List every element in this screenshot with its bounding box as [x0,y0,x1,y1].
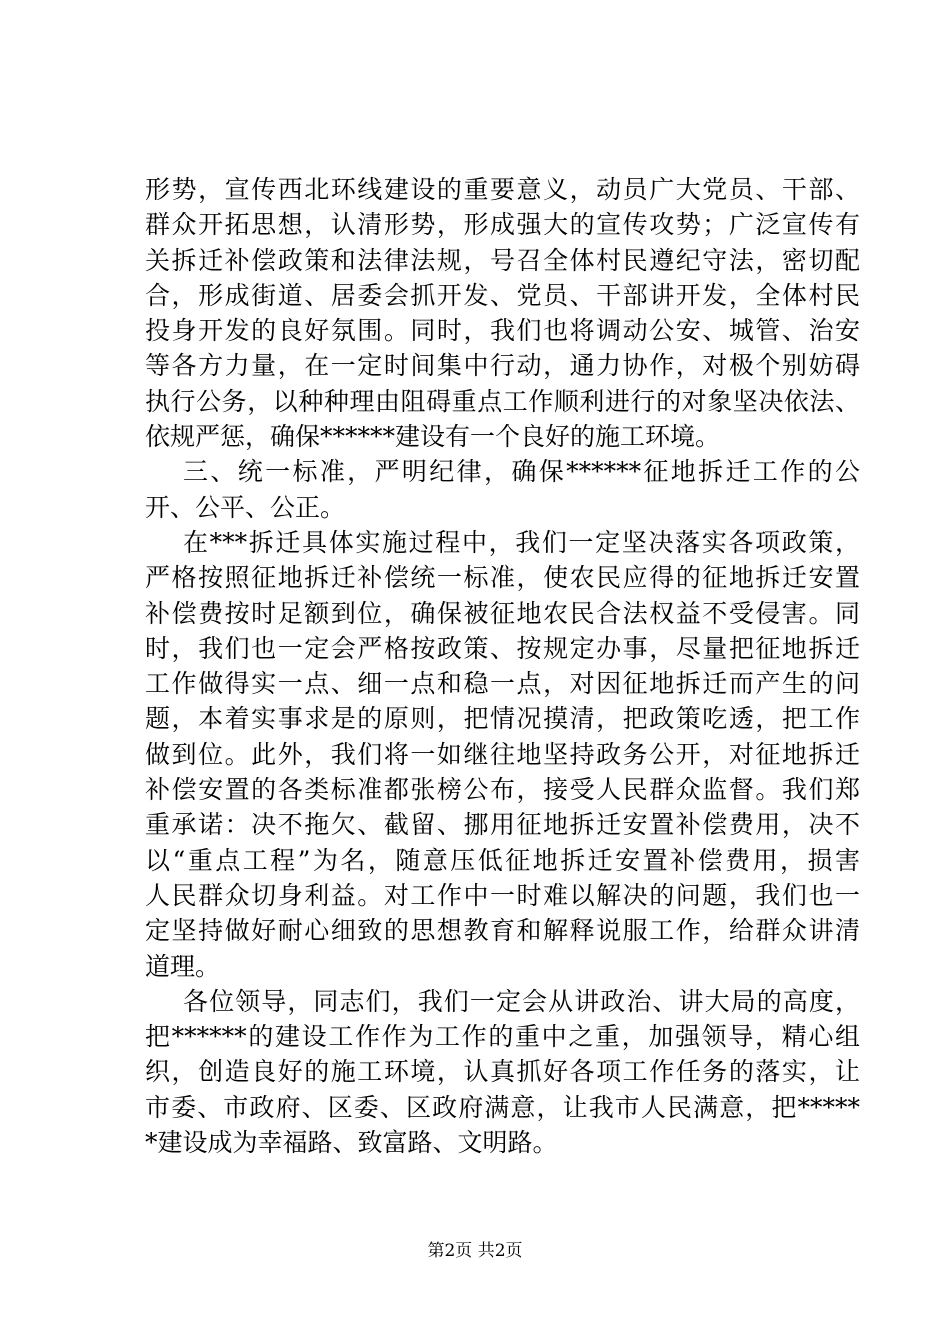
text-line: 工作做得实一点、细一点和稳一点，对因征地拆迁而产生的问 [145,669,860,699]
body-text [145,172,860,1160]
text-line: 人民群众切身利益。对工作中一时难以解决的问题，我们也一 [145,880,860,910]
text-line: 投身开发的良好氛围。同时，我们也将调动公安、城管、治安 [145,316,860,346]
page-footer: 第2页 共2页 [427,1241,523,1261]
text-line: 在***拆迁具体实施过程中，我们一定坚决落实各项政策， [183,527,860,557]
text-line: 以“重点工程”为名，随意压低征地拆迁安置补偿费用，损害 [145,845,860,875]
text-line: 严格按照征地拆迁补偿统一标准，使农民应得的征地拆迁安置 [145,563,860,593]
section-heading-cont: 开、公平、公正。 [145,492,346,522]
text-line: 依规严惩，确保******建设有一个良好的施工环境。 [145,422,721,452]
text-line: 把******的建设工作作为工作的重中之重，加强领导，精心组 [145,1022,860,1052]
text-line: 各位领导，同志们，我们一定会从讲政治、讲大局的高度， [183,986,860,1016]
text-line: 织，创造良好的施工环境，认真抓好各项工作任务的落实，让 [145,1057,860,1087]
text-line: *建设成为幸福路、致富路、文明路。 [145,1128,558,1158]
text-line: 补偿费按时足额到位，确保被征地农民合法权益不受侵害。同 [145,598,860,628]
text-line: 时，我们也一定会严格按政策、按规定办事，尽量把征地拆迁 [145,633,860,663]
text-line: 市委、市政府、区委、区政府满意，让我市人民满意，把***** [145,1092,860,1122]
text-line: 定坚持做好耐心细致的思想教育和解释说服工作，给群众讲清 [145,916,860,946]
text-line: 形势，宣传西北环线建设的重要意义，动员广大党员、干部、 [145,175,860,204]
text-line: 题，本着实事求是的原则，把情况摸清，把政策吃透，把工作 [145,704,860,734]
text-line: 补偿安置的各类标准都张榜公布，接受人民群众监督。我们郑 [145,775,860,805]
text-line: 合，形成街道、居委会抓开发、党员、干部讲开发，全体村民 [145,280,860,310]
section-heading: 三、统一标准，严明纪律，确保******征地拆迁工作的公 [183,457,860,487]
text-line: 等各方力量，在一定时间集中行动，通力协作，对极个别妨碍 [145,351,860,381]
text-line: 重承诺：决不拖欠、截留、挪用征地拆迁安置补偿费用，决不 [145,810,860,840]
text-line: 群众开拓思想，认清形势，形成强大的宣传攻势；广泛宣传有 [145,210,860,240]
text-line: 执行公务，以种种理由阻碍重点工作顺利进行的对象坚决依法、 [145,386,860,416]
text-line: 关拆迁补偿政策和法律法规，号召全体村民遵纪守法，密切配 [145,245,860,275]
text-line: 道理。 [145,951,221,981]
text-line: 做到位。此外，我们将一如继往地坚持政务公开，对征地拆迁 [145,739,860,769]
